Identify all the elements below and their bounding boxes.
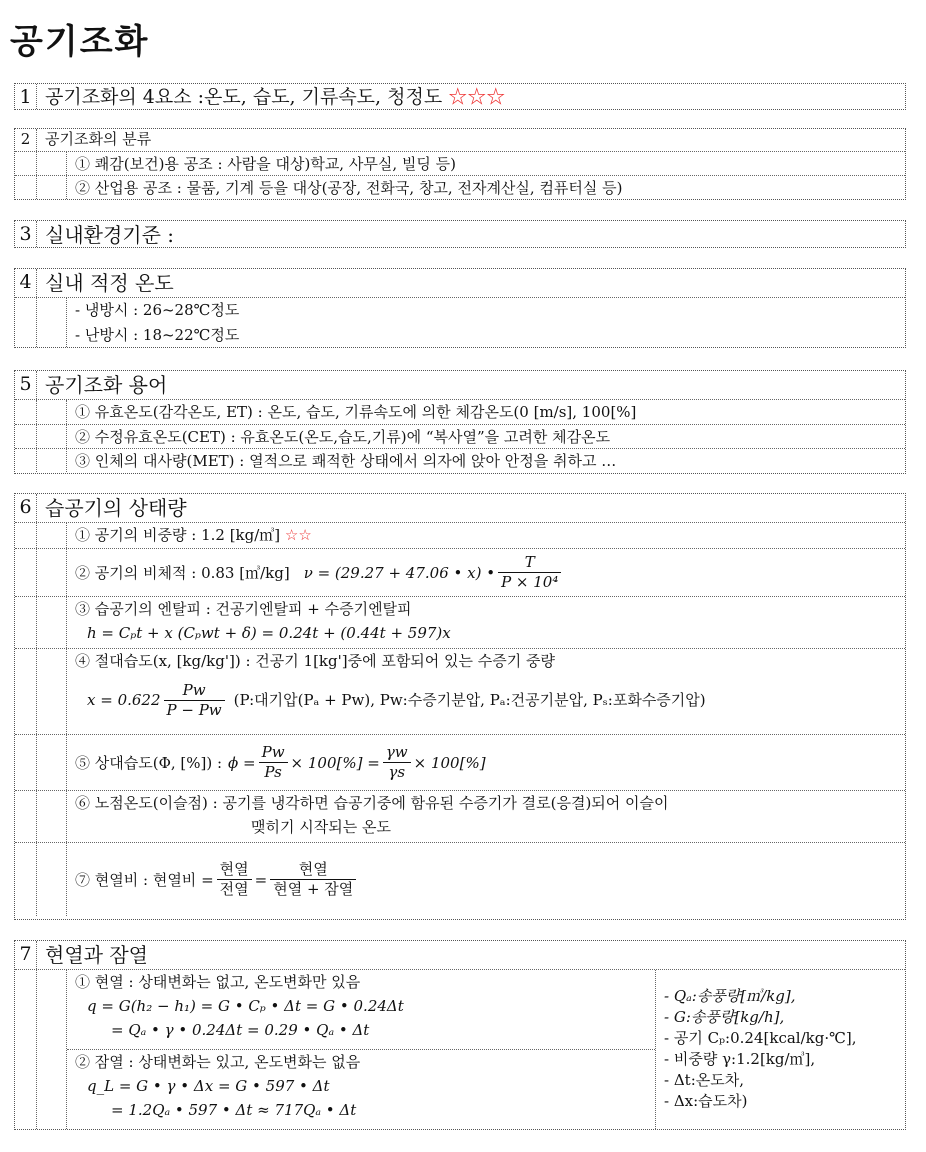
section-heading: 습공기의 상태량 bbox=[45, 496, 187, 520]
heading-text: 공기조화의 4요소 :온도, 습도, 기류속도, 청정도 bbox=[45, 86, 443, 108]
section-number: 6 bbox=[15, 494, 37, 522]
fraction: $\frac{T}{\text{P × 10⁴}}$ bbox=[498, 553, 561, 592]
legend-item: - 비중량 γ:1.2[kg/㎥], bbox=[664, 1050, 816, 1068]
fraction: $\frac{\text{현열}}{\text{전열}}$ bbox=[217, 860, 252, 899]
specific-weight-item: ① 공기의 비중량 : 1.2 [kg/㎥] ☆☆ bbox=[75, 526, 312, 544]
formula-note: (P:대기압(Pₐ + Pw), Pw:수증기분압, Pₐ:건공기분압, Pₛ:포화수증기압) bbox=[233, 691, 706, 709]
section-2 bbox=[14, 128, 906, 200]
section-heading bbox=[37, 84, 905, 109]
section-number: 2 bbox=[15, 129, 37, 151]
legend-item: - G:송풍량[kg/h], bbox=[664, 1008, 785, 1026]
section-6 bbox=[14, 493, 906, 920]
section-heading: 실내환경기준 : bbox=[45, 223, 175, 247]
section-heading: 실내 적정 온도 bbox=[45, 271, 174, 295]
star-rating: ☆☆ bbox=[284, 526, 312, 544]
latent-heat-item: ② 잠열 : 상태변화는 있고, 온도변화는 없음 q_L = G • γ • Δx = G • 597 • Δt = 1.2Qₐ • 597 • Δt ≈ 717Qₐ • Δt bbox=[67, 1050, 655, 1129]
section-3 bbox=[14, 220, 906, 248]
section-number: 5 bbox=[15, 371, 37, 399]
sensible-heat-ratio-item: ⑦ 현열비 : 현열비 = $\frac{\text{현열}}{\text{전열}}$ = $\frac{\text{현열}}{\text{현열 + 잠열}}$ bbox=[67, 843, 905, 916]
section-4 bbox=[14, 268, 906, 348]
fraction: $\frac{Pw}{P - Pw}$ bbox=[164, 681, 225, 720]
list-item: - 난방시 : 18~22℃정도 bbox=[75, 326, 240, 344]
section-5 bbox=[14, 370, 906, 474]
section-heading: 공기조화 용어 bbox=[45, 373, 168, 397]
fraction: $\frac{\gamma w}{\gamma s}$ bbox=[383, 743, 411, 782]
formula: = Qₐ • γ • 0.24Δt = 0.29 • Qₐ • Δt bbox=[111, 1021, 370, 1039]
formula: ν = (29.27 + 47.06 • x) • bbox=[303, 563, 496, 582]
section-1 bbox=[14, 83, 906, 110]
formula: x = 0.622 bbox=[87, 691, 161, 709]
formula: = 1.2Qₐ • 597 • Δt ≈ 717Qₐ • Δt bbox=[111, 1101, 357, 1119]
dew-point-item: ⑥ 노점온도(이슬점) : 공기를 냉각하면 습공기중에 함유된 수증기가 결로(응결)되어 이슬이 맺히기 시작되는 온도 bbox=[75, 794, 669, 836]
section-number: 3 bbox=[15, 221, 37, 247]
section-heading: 현열과 잠열 bbox=[45, 943, 148, 967]
legend-item: - 공기 Cₚ:0.24[kcal/kg·℃], bbox=[664, 1029, 857, 1047]
formula: q_L = G • γ • Δx = G • 597 • Δt bbox=[87, 1077, 330, 1095]
section-number: 7 bbox=[15, 941, 37, 969]
legend-item: - Δt:온도차, bbox=[664, 1071, 744, 1089]
list-item: ① 유효온도(감각온도, ET) : 온도, 습도, 기류속도에 의한 체감온도(0 [m/s], 100[%] bbox=[75, 403, 637, 421]
legend-item: - Qₐ:송풍량[㎥/kg], bbox=[664, 987, 796, 1005]
fraction: $\frac{Pw}{Ps}$ bbox=[259, 743, 288, 782]
symbol-legend bbox=[655, 970, 905, 1129]
formula: q = G(h₂ − h₁) = G • Cₚ • Δt = G • 0.24Δt bbox=[87, 997, 404, 1015]
list-item: ② 산업용 공조 : 물품, 기계 등을 대상(공장, 전화국, 창고, 전자계산실, 컴퓨터실 등) bbox=[75, 179, 623, 197]
list-item: ③ 인체의 대사량(MET) : 열적으로 쾌적한 상태에서 의자에 앉아 안정을 취하고 … bbox=[75, 452, 617, 470]
absolute-humidity-item: ④ 절대습도(x, [kg/kg']) : 건공기 1[kg']중에 포함되어 있는 수증기 중량 x = 0.622 $\frac{Pw}{P - Pw}$ (P:대기압(Pₐ + Pw), Pw:수증기분압, Pₐ:건공기분압, Pₛ:포화수증기압) bbox=[75, 652, 706, 719]
fraction: $\frac{\text{현열}}{\text{현열 + 잠열}}$ bbox=[270, 860, 356, 899]
list-item: ① 쾌감(보건)용 공조 : 사람을 대상)학교, 사무실, 빌딩 등) bbox=[75, 155, 456, 173]
section-number: 4 bbox=[15, 269, 37, 297]
enthalpy-item: ③ 습공기의 엔탈피 : 건공기엔탈피 + 수증기엔탈피 h = Cₚt + x (Cₚwt + δ) = 0.24t + (0.44t + 597)x bbox=[67, 597, 905, 648]
relative-humidity-item: ⑤ 상대습도(Φ, [%]) : ϕ = $\frac{Pw}{Ps}$ × 100[%] = $\frac{\gamma w}{\gamma s}$ × 100[%] bbox=[75, 743, 486, 781]
specific-volume-item: ② 공기의 비체적 : 0.83 [㎥/kg] ν = (29.27 + 47.06 • x) • $\frac{T}{\text{P × 10⁴}}$ bbox=[67, 549, 905, 596]
star-rating: ☆☆☆ bbox=[448, 86, 506, 108]
section-7 bbox=[14, 940, 906, 1130]
section-heading: 공기조화의 분류 bbox=[45, 130, 152, 148]
section-number: 1 bbox=[15, 84, 37, 109]
page-title: 공기조화 bbox=[10, 22, 150, 62]
list-item: - 냉방시 : 26~28℃정도 bbox=[75, 301, 240, 319]
legend-item: - Δx:습도차) bbox=[664, 1092, 748, 1110]
formula: h = Cₚt + x (Cₚwt + δ) = 0.24t + (0.44t + 597)x bbox=[87, 624, 451, 642]
list-item: ② 수정유효온도(CET) : 유효온도(온도,습도,기류)에 “복사열”을 고려한 체감온도 bbox=[75, 428, 611, 446]
sensible-heat-item: ① 현열 : 상태변화는 없고, 온도변화만 있음 q = G(h₂ − h₁) = G • Cₚ • Δt = G • 0.24Δt = Qₐ • γ • 0.24Δt = 0.29 • Qₐ • Δt bbox=[67, 970, 655, 1050]
